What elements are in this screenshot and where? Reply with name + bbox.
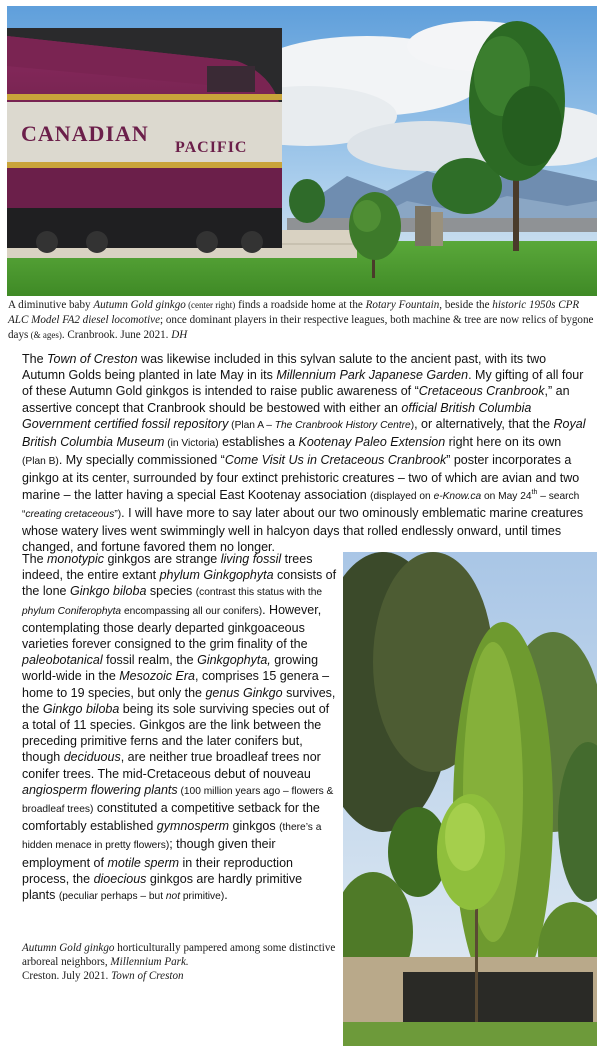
millennium-park-ginkgo-photo — [343, 552, 597, 1046]
body-paragraph-creston: The Town of Creston was likewise included in this sylvan salute to the ancient past, with its two Autumn Golds being planted in late May in its Millennium Park Japanese Garden. My gifting of all four of these Autumn Gold ginkgos is intended to raise public awareness of “Cretaceous Cranbrook,” an assertive concept that Cranbrook should be bestowed with either an official British Columbia Government certified fossil repository (Plan A – The Cranbrook History Centre), or alternatively, that the Royal British Columbia Museum (in Victoria) establishes a Kootenay Paleo Extension right here on its own (Plan B). My specially commissioned “Come Visit Us in Cretaceous Cranbrook” poster incorporates a ginkgo at its center, surrounded by four extinct prehistoric creatures – two of which are avian and two marine – the latter having a special East Kootenay association (displayed on e-Know.ca on May 24th – search “creating cretaceous”). I will have more to say later about our two ominously emblematic marine creatures whose watery lives went swimmingly well in halcyon days that rolled endlessly onward, until times changed, and fortune favored them no longer. — [22, 352, 586, 555]
locomotive-ginkgo-photo — [7, 6, 597, 296]
locomotive-canadian-text: CANADIAN — [21, 121, 149, 146]
top-photo-caption: A diminutive baby Autumn Gold ginkgo (center right) finds a roadside home at the Rotary Fountain, beside the historic 1950s CPR ALC Model FA2 diesel locomotive; once dominant players in their respective leagues, both machine & tree are now relics of bygone days (& ages). Cranbrook. June 2021. DH — [8, 299, 594, 341]
bottom-photo-caption: Autumn Gold ginkgo horticulturally pampered among some distinctive arboreal neighbors, Millennium Park. Creston. July 2021. Town of Creston — [22, 942, 336, 982]
locomotive-pacific-text: PACIFIC — [175, 139, 248, 156]
body-paragraph-ginkgo-phylum: The monotypic ginkgos are strange living fossil trees indeed, the entire extant phylum Ginkgophyta consists of the lone Ginkgo biloba species (contrast this status with the phylum Coniferophyta encompassing all our conifers). However, contemplating those dearly departed ginkgoaceous varieties forever consigned to the grim finality of the paleobotanical fossil realm, the Ginkgophyta, growing world-wide in the Mesozoic Era, comprises 15 genera – home to 19 species, but only the genus Ginkgo survives, the Ginkgo biloba being its sole surviving species out of a total of 11 species. Ginkgos are the link between the preceding primitive ferns and the later conifers but, though deciduous, are neither true broadleaf trees nor conifer trees. The mid-Cretaceous debut of nouveau angiosperm flowering plants (100 million years ago – flowers & broadleaf trees) constituted a competitive setback for the comfortably established gymnosperm ginkgos (there’s a hidden menace in pretty flowers); though given their employment of motile sperm in their reproduction process, the dioecious ginkgos are hardly primitive plants (peculiar perhaps – but not primitive). — [22, 552, 337, 903]
